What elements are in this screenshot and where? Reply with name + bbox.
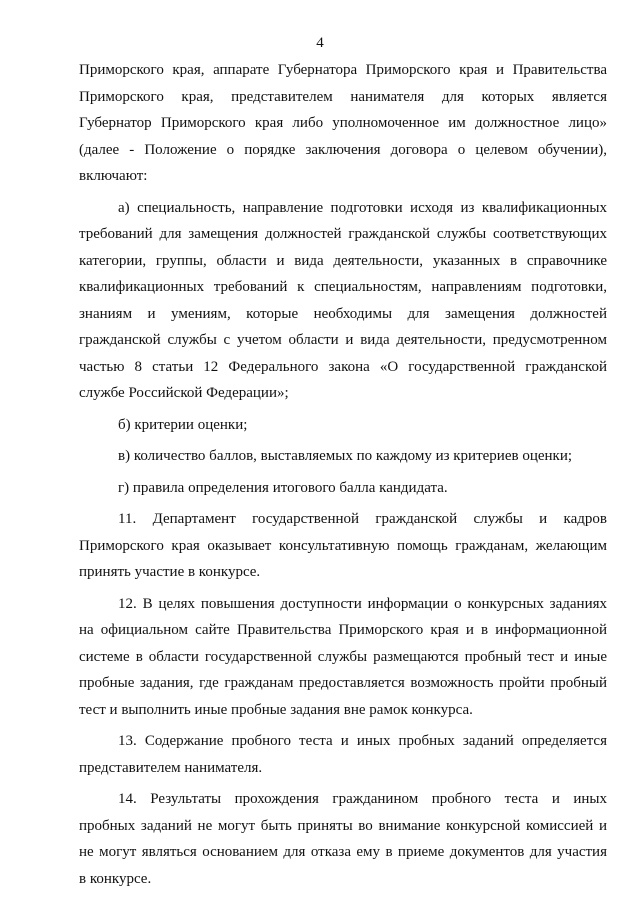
text-line: 11. Департамент государственной гражданской службы и кадров — [118, 511, 607, 527]
text-line: (далее - Положение о порядке заключения договора о целевом обучении), — [79, 141, 607, 158]
text-line: в конкурсе. — [79, 870, 152, 887]
text-line: пробных заданий не могут быть приняты во внимание конкурсной комиссией и — [79, 817, 607, 834]
text-line: пробные задания, где гражданам предоставляется возможность пройти пробный — [79, 675, 607, 691]
paragraph-11 — [79, 506, 607, 586]
text-line: Приморского края, аппарате Губернатора Приморского края и Правительства — [79, 62, 607, 78]
text-line: Губернатор Приморского края либо уполномоченное им должностное лицо» — [79, 115, 607, 131]
text-line: Приморского края, представителем нанимателя для которых является — [79, 88, 607, 105]
paragraph-14 — [79, 786, 607, 892]
list-item-a — [79, 195, 607, 407]
list-item-g: г) правила определения итогового балла кандидата. — [118, 479, 448, 496]
list-item-v: в) количество баллов, выставляемых по каждому из критериев оценки; — [118, 448, 573, 464]
text-line: 12. В целях повышения доступности информации о конкурсных заданиях — [118, 595, 607, 612]
text-line: системе в области государственной службы размещаются пробный тест и иные — [79, 648, 607, 665]
text-line: тест и выполнить иные пробные задания вне рамок конкурса. — [79, 701, 473, 718]
document-body — [79, 57, 607, 892]
text-line: 13. Содержание пробного теста и иных пробных заданий определяется — [118, 733, 607, 749]
list-item-b: б) критерии оценки; — [118, 416, 248, 433]
text-line: категории, группы, области и вида деятельности, указанных в справочнике — [79, 252, 607, 269]
text-line: квалификационных требований к специальностям, направлениям подготовки, — [79, 279, 607, 295]
text-line: а) специальность, направление подготовки исходя из квалификационных — [118, 199, 607, 216]
text-line: на официальном сайте Правительства Приморского края и в информационной — [79, 622, 607, 638]
text-line: включают: — [79, 168, 148, 184]
text-line: представителем нанимателя. — [79, 759, 263, 776]
text-line: службе Российской Федерации»; — [79, 385, 289, 401]
paragraph-13 — [79, 728, 607, 781]
text-line: требований для замещения должностей гражданской службы соответствующих — [79, 226, 607, 242]
text-line: не могут являться основанием для отказа ему в приеме документов для участия — [79, 844, 607, 860]
text-line: знаниям и умениям, которые необходимы для замещения должностей — [79, 305, 607, 322]
text-line: 14. Результаты прохождения гражданином пробного теста и иных — [118, 791, 607, 807]
text-line: принять участие в конкурсе. — [79, 564, 261, 580]
page-number: 4 — [316, 35, 324, 51]
intro-paragraph — [79, 57, 607, 190]
text-line: Приморского края оказывает консультативную помощь гражданам, желающим — [79, 537, 607, 554]
text-line: частью 8 статьи 12 Федерального закона «О государственной гражданской — [79, 358, 607, 375]
text-line: гражданской службы с учетом области и вида деятельности, предусмотренном — [79, 332, 607, 348]
paragraph-12 — [79, 591, 607, 724]
